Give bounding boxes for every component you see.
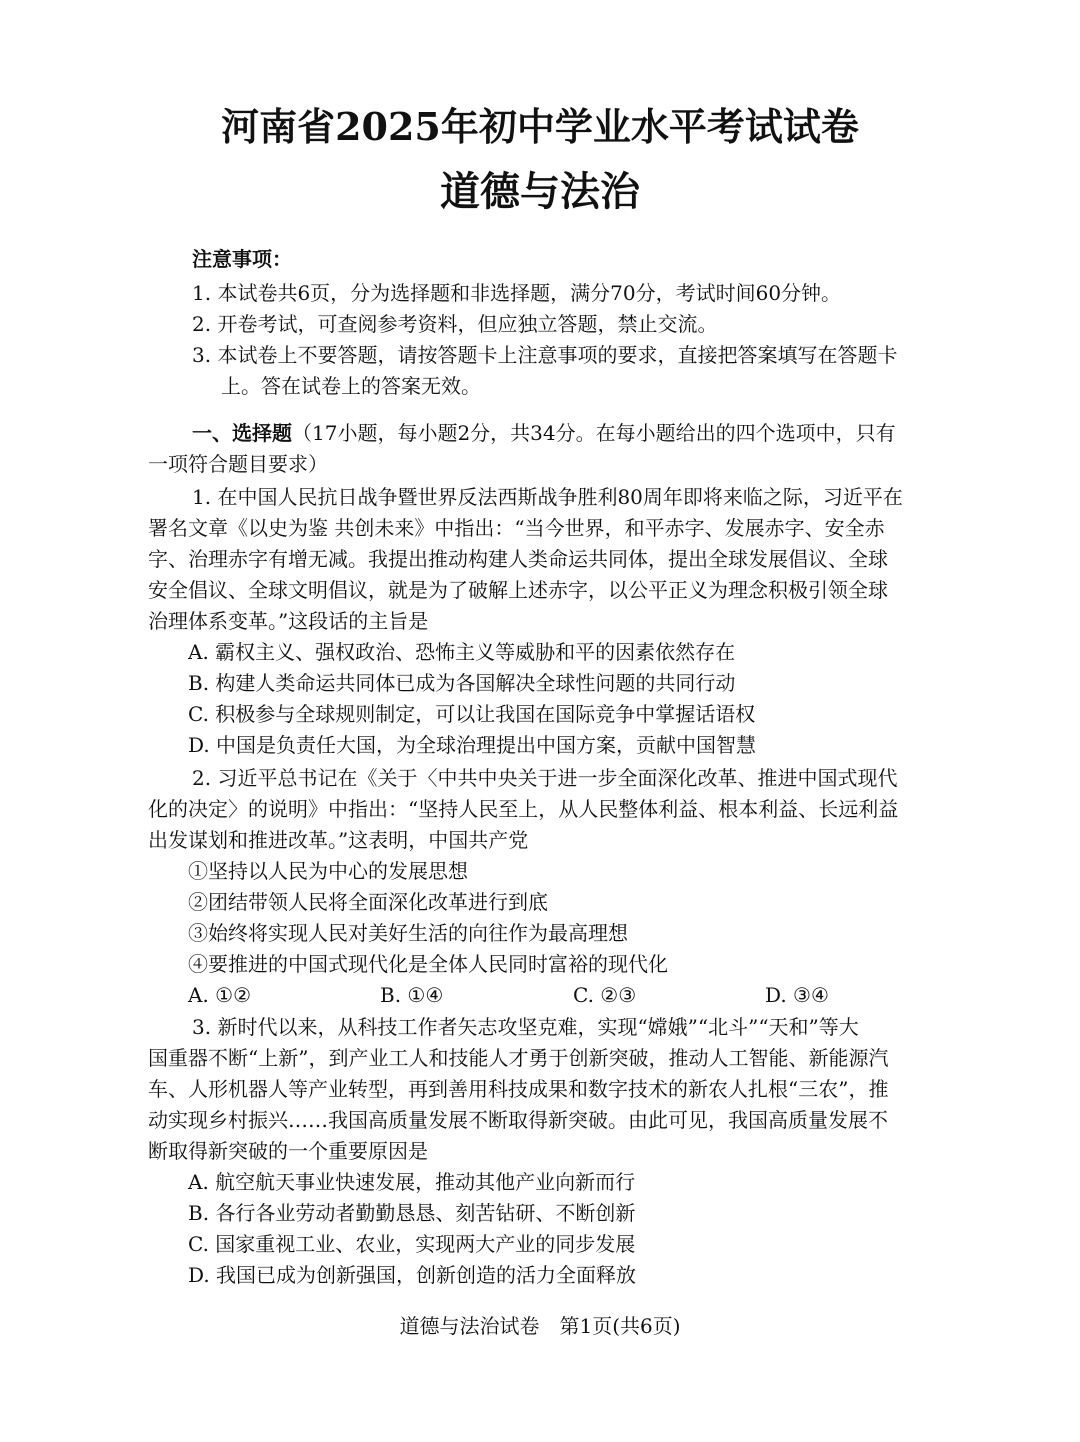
section-intro-cont: 一项符合题目要求） [148,452,328,476]
notice-item: 上。答在试卷上的答案无效。 [221,374,481,398]
q1-stem: 治理体系变革。”这段话的主旨是 [148,609,429,633]
q3-option-d: D. 我国已成为创新强国，创新创造的活力全面释放 [188,1263,637,1287]
q2-statement: ②团结带领人民将全面深化改革进行到底 [188,890,548,914]
section-heading: 一、选择题 [192,421,292,445]
section-heading-line [192,420,896,446]
q2-stem: 2. 习近平总书记在《关于〈中共中央关于进一步全面深化改革、推进中国式现代 [192,766,898,790]
q2-option-a: A. ①② [188,983,252,1007]
q2-option-b: B. ①④ [380,983,444,1007]
q3-stem: 国重器不断“上新”，到产业工人和技能人才勇于创新突破，推动人工智能、新能源汽 [148,1046,889,1070]
q3-stem: 断取得新突破的一个重要原因是 [148,1139,428,1163]
q2-option-d: D. ③④ [765,983,829,1007]
q3-option-b: B. 各行各业劳动者勤勤恳恳、刻苦钻研、不断创新 [188,1201,636,1225]
q1-option-c: C. 积极参与全球规则制定，可以让我国在国际竞争中掌握话语权 [188,702,756,726]
q2-statement: ④要推进的中国式现代化是全体人民同时富裕的现代化 [188,952,668,976]
notice-item: 1. 本试卷共6页，分为选择题和非选择题，满分70分，考试时间60分钟。 [192,281,842,305]
section-intro: （17小题，每小题2分，共34分。在每小题给出的四个选项中，只有 [292,421,896,445]
q1-stem: 字、治理赤字有增无减。我提出推动构建人类命运共同体，提出全球发展倡议、全球 [148,547,888,571]
q1-stem: 1. 在中国人民抗日战争暨世界反法西斯战争胜利80周年即将来临之际，习近平在 [192,485,903,509]
q1-option-a: A. 霸权主义、强权政治、恐怖主义等威胁和平的因素依然存在 [188,640,736,664]
q3-option-a: A. 航空航天事业快速发展，推动其他产业向新而行 [188,1170,636,1194]
q1-option-b: B. 构建人类命运共同体已成为各国解决全球性问题的共同行动 [188,671,736,695]
q2-stem: 化的决定〉的说明》中指出：“坚持人民至上，从人民整体利益、根本利益、长远利益 [148,797,899,821]
q2-stem: 出发谋划和推进改革。”这表明，中国共产党 [148,828,529,852]
notice-item: 2. 开卷考试，可查阅参考资料，但应独立答题，禁止交流。 [192,312,718,336]
q3-stem: 车、人形机器人等产业转型，再到善用科技成果和数字技术的新农人扎根“三农”，推 [148,1077,889,1101]
q3-stem: 动实现乡村振兴……我国高质量发展不断取得新突破。由此可见，我国高质量发展不 [148,1108,888,1132]
notice-item: 3. 本试卷上不要答题，请按答题卡上注意事项的要求，直接把答案填写在答题卡 [192,343,898,367]
exam-title: 河南省2025年初中学业水平考试试卷 [221,104,859,149]
q3-stem: 3. 新时代以来，从科技工作者矢志攻坚克难，实现“嫦娥”“北斗”“天和”等大 [192,1015,859,1039]
q3-option-c: C. 国家重视工业、农业，实现两大产业的同步发展 [188,1232,636,1256]
q1-stem: 安全倡议、全球文明倡议，就是为了破解上述赤字，以公平正义为理念积极引领全球 [148,578,888,602]
q1-stem: 署名文章《以史为鉴 共创未来》中指出：“当今世界，和平赤字、发展赤字、安全赤 [148,516,885,540]
notice-heading: 注意事项： [192,247,292,271]
q2-statement: ①坚持以人民为中心的发展思想 [188,859,468,883]
q2-statement: ③始终将实现人民对美好生活的向往作为最高理想 [188,921,628,945]
q1-option-d: D. 中国是负责任大国，为全球治理提出中国方案，贡献中国智慧 [188,733,757,757]
q2-option-c: C. ②③ [573,983,637,1007]
subject-title: 道德与法治 [440,168,640,215]
page-footer: 道德与法治试卷 第1页(共6页) [399,1314,681,1338]
